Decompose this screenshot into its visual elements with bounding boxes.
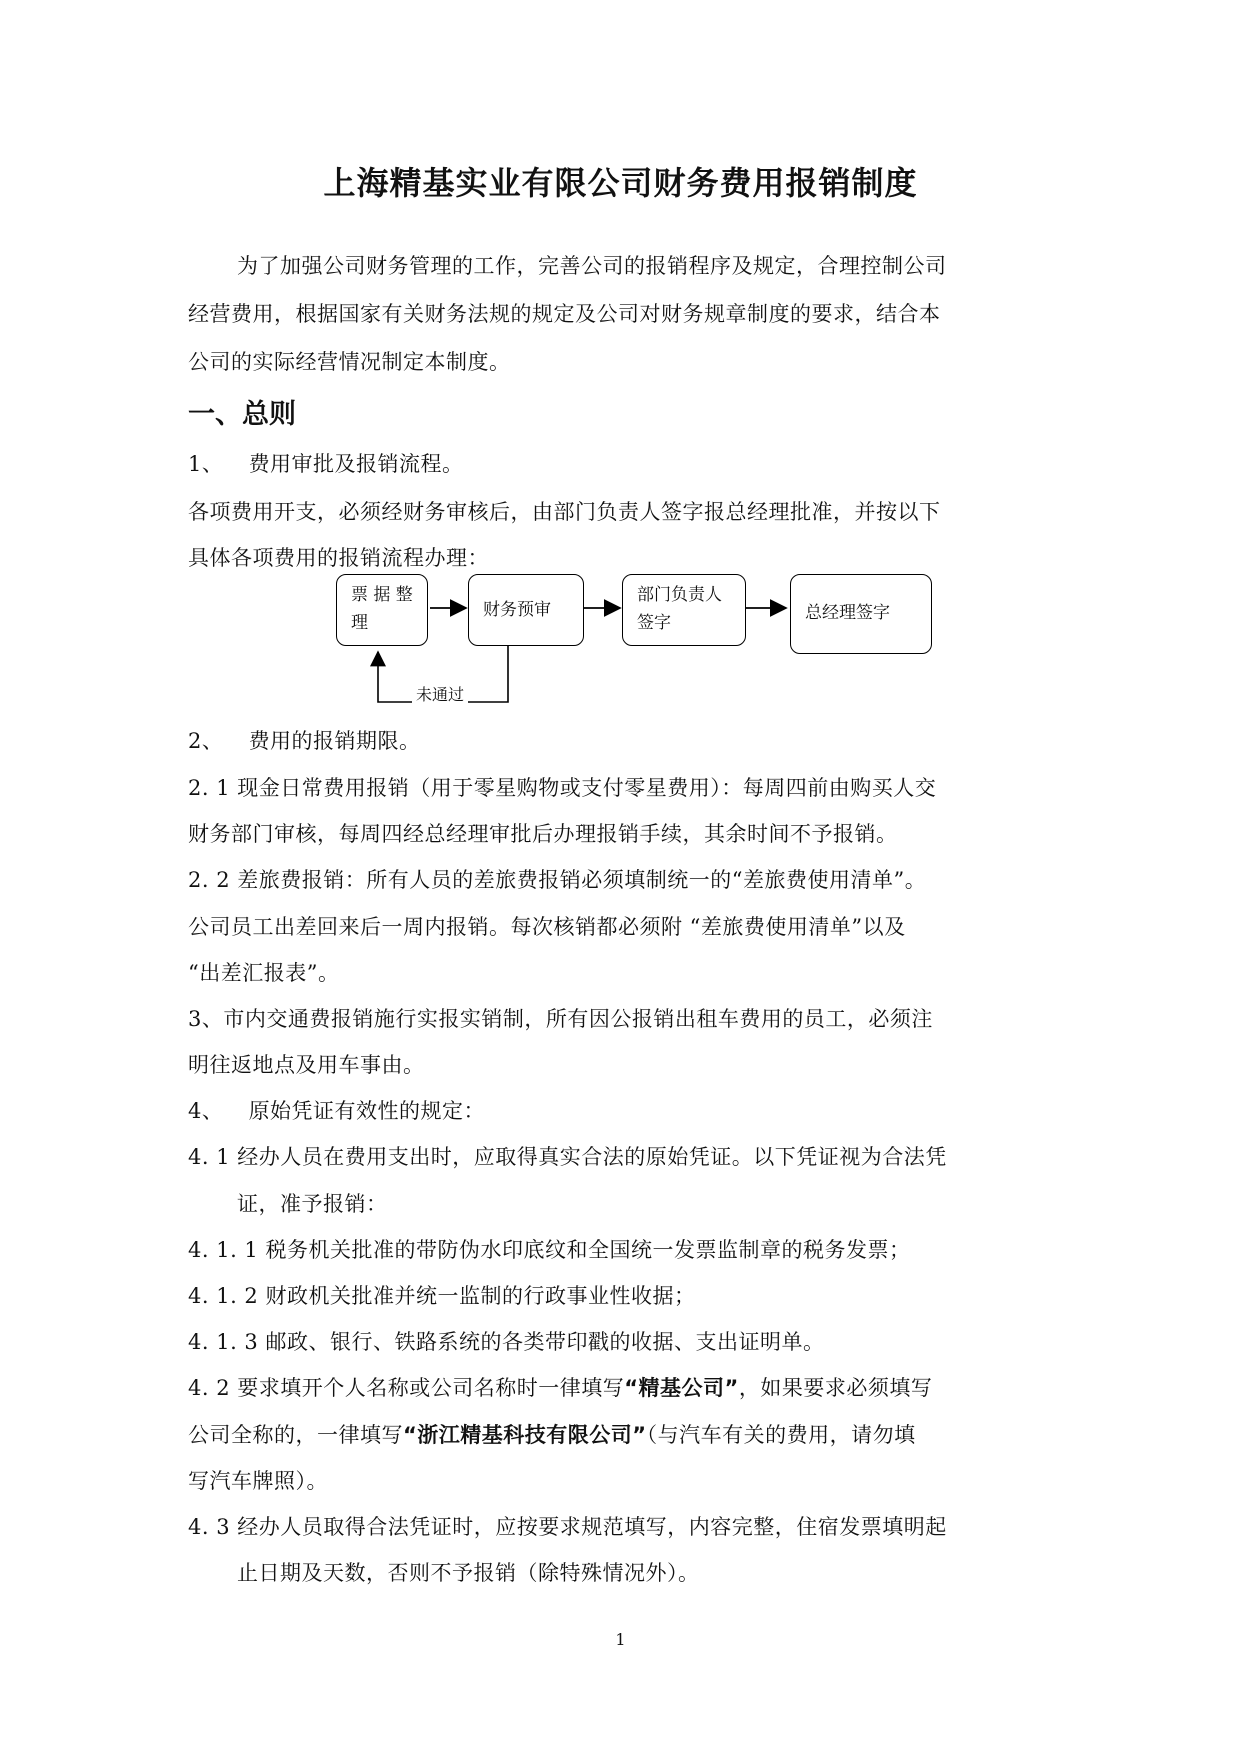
item-2-2-line-1: 2. 2 差旅费报销：所有人员的差旅费报销必须填制统一的“差旅费使用清单”。: [188, 868, 927, 892]
item-4-3-line-2: 止日期及天数，否则不予报销（除特殊情况外）。: [237, 1561, 700, 1585]
item-1: [188, 448, 464, 478]
flow-step-gm-sign: 总经理签字: [790, 574, 932, 654]
item-2-1-line-1: 2. 1 现金日常费用报销（用于零星购物或支付零星费用）：每周四前由购买人交: [188, 776, 937, 800]
flow-step-dept-head-sign: [622, 574, 746, 646]
item-4-1-3: 4. 1. 3 邮政、银行、铁路系统的各类带印戳的收据、支出证明单。: [188, 1330, 825, 1354]
item-4-2-line-2: [188, 1419, 916, 1449]
flow-step-receipt-sorting: [336, 574, 428, 646]
item-1-body-line-1: 各项费用开支，必须经财务审核后，由部门负责人签字报总经理批准，并按以下: [188, 500, 941, 524]
flow-loop-label: 未通过: [412, 682, 468, 705]
item-4-2-line-2-pre: 公司全称的，一律填写: [188, 1423, 403, 1447]
page-number: 1: [615, 1630, 626, 1649]
item-4-1-1: 4. 1. 1 税务机关批准的带防伪水印底纹和全国统一发票监制章的税务发票；: [188, 1238, 911, 1262]
item-4-2-line-1: [188, 1372, 932, 1402]
item-4-1-2: 4. 1. 2 财政机关批准并统一监制的行政事业性收据；: [188, 1284, 696, 1308]
flow-step-1-line-2: 理: [351, 613, 368, 633]
item-2-2-line-2: 公司员工出差回来后一周内报销。每次核销都必须附 “差旅费使用清单”以及: [188, 915, 906, 939]
item-2: [188, 725, 421, 755]
item-2-2-line-3: “出差汇报表”。: [188, 961, 340, 985]
section-heading-general: 一、总则: [188, 399, 296, 430]
item-4-3-line-1: 4. 3 经办人员取得合法凭证时，应按要求规范填写，内容完整，住宿发票填明起: [188, 1515, 947, 1539]
item-1-body-line-2: 具体各项费用的报销流程办理：: [188, 546, 489, 570]
flow-step-1-line-1: 票 据 整: [351, 585, 413, 605]
item-3-line-1: 3、市内交通费报销施行实报实销制，所有因公报销出租车费用的员工，必须注: [188, 1007, 933, 1031]
flow-step-3-line-1: 部门负责人: [637, 585, 722, 605]
item-1-text: 费用审批及报销流程。: [248, 452, 464, 476]
item-4-2-line-2-post: （与汽车有关的费用，请勿填: [646, 1423, 916, 1447]
item-4-2-short-company-name: “精基公司”: [624, 1376, 739, 1400]
item-4-text: 原始凭证有效性的规定：: [248, 1099, 486, 1123]
item-4: [188, 1095, 485, 1125]
item-4-1-line-1: 4. 1 经办人员在费用支出时，应取得真实合法的原始凭证。以下凭证视为合法凭: [188, 1145, 947, 1169]
flow-step-finance-precheck: 财务预审: [468, 574, 584, 646]
item-4-2-line-3: 写汽车牌照）。: [188, 1469, 328, 1493]
item-2-1-line-2: 财务部门审核，每周四经总经理审批后办理报销手续，其余时间不予报销。: [188, 822, 898, 846]
reimbursement-flowchart: [330, 566, 940, 711]
flow-step-3-line-2: 签字: [637, 613, 671, 633]
intro-line-2: 经营费用，根据国家有关财务法规的规定及公司对财务规章制度的要求，结合本: [188, 302, 941, 326]
item-2-text: 费用的报销期限。: [248, 729, 421, 753]
item-1-number: 1、: [188, 452, 224, 476]
intro-line-3: 公司的实际经营情况制定本制度。: [188, 350, 511, 374]
item-3-line-2: 明往返地点及用车事由。: [188, 1053, 425, 1077]
item-4-2-line-1-pre: 4. 2 要求填开个人名称或公司名称时一律填写: [188, 1376, 625, 1400]
item-4-number: 4、: [188, 1099, 224, 1123]
item-4-1-line-2: 证，准予报销：: [237, 1192, 388, 1216]
item-4-2-full-company-name: “浙江精基科技有限公司”: [403, 1423, 647, 1447]
item-2-number: 2、: [188, 729, 224, 753]
item-4-2-line-1-post: ，如果要求必须填写: [738, 1376, 933, 1400]
document-title: 上海精基实业有限公司财务费用报销制度: [323, 164, 918, 202]
intro-line-1: 为了加强公司财务管理的工作，完善公司的报销程序及规定，合理控制公司: [237, 254, 947, 278]
